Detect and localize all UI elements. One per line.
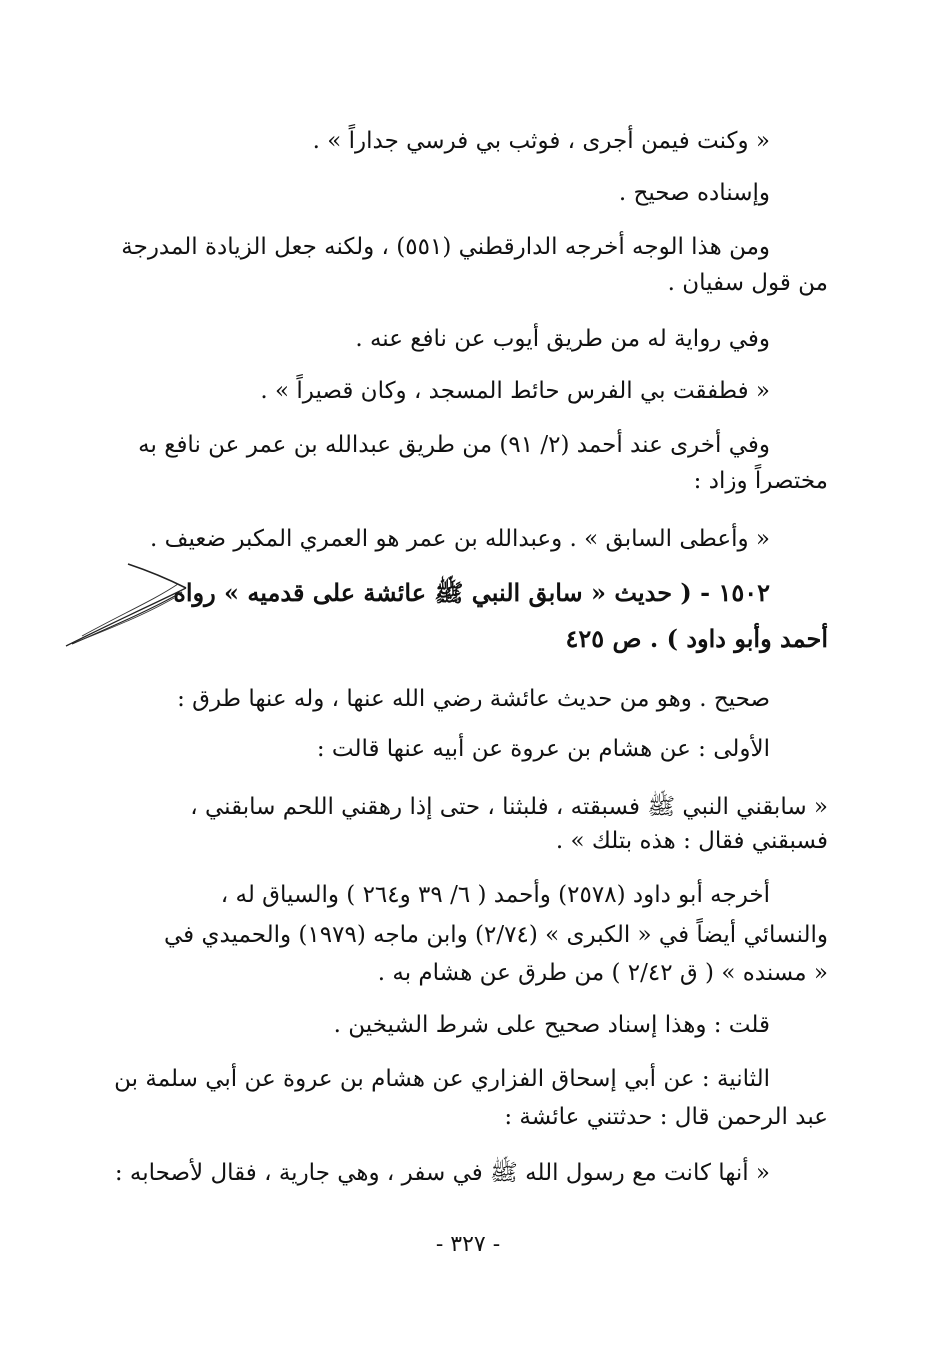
pen-annotation-mark: [62, 562, 192, 652]
text-line: « وكنت فيمن أجرى ، فوثب بي فرسي جداراً » .: [312, 128, 770, 154]
text-line: « أنها كانت مع رسول الله ﷺ في سفر ، وهي جارية ، فقال لأصحابه :: [114, 1160, 770, 1186]
page-number: - ٣٢٧ -: [435, 1232, 501, 1257]
text-line: وفي رواية له من طريق أيوب عن نافع عنه .: [355, 326, 770, 352]
text-line: من قول سفيان .: [667, 270, 828, 296]
text-line: والنسائي أيضاً في « الكبرى » (٢/٧٤) وابن ماجه (١٩٧٩) والحميدي في: [163, 922, 828, 948]
text-line: وإسناده صحيح .: [618, 180, 770, 206]
text-line: « سابقني النبي ﷺ فسبقته ، فلبثنا ، حتى إذا رهقني اللحم سابقني ،: [190, 794, 828, 820]
text-line: صحيح . وهو من حديث عائشة رضي الله عنها ، وله عنها طرق :: [177, 686, 770, 712]
text-line: « وأعطى السابق » . وعبدالله بن عمر هو العمري المكبر ضعيف .: [150, 526, 770, 552]
hadith-heading-line: أحمد وأبو داود ) . ص ٤٢٥: [565, 624, 828, 653]
text-line: مختصراً وزاد :: [693, 468, 828, 494]
hadith-heading-line: ١٥٠٢ - ( حديث « سابق النبي ﷺ عائشة على قدميه » رواه: [173, 578, 770, 607]
text-line: « فطفقت بي الفرس حائط المسجد ، وكان قصيراً » .: [260, 378, 770, 404]
text-line: الثانية : عن أبي إسحاق الفزاري عن هشام بن عروة عن أبي سلمة بن: [114, 1066, 770, 1092]
text-line: ومن هذا الوجه أخرجه الدارقطني (٥٥١) ، ولكنه جعل الزيادة المدرجة: [121, 234, 770, 260]
text-line: قلت : وهذا إسناد صحيح على شرط الشيخين .: [333, 1012, 770, 1038]
text-line: فسبقني فقال : هذه بتلك » .: [555, 828, 828, 854]
text-line: عبد الرحمن قال : حدثتني عائشة :: [504, 1104, 828, 1130]
text-line: وفي أخرى عند أحمد (٢/ ٩١) من طريق عبدالله بن عمر عن نافع به: [138, 432, 770, 458]
text-line: الأولى : عن هشام بن عروة عن أبيه عنها قالت :: [316, 736, 770, 762]
text-line: « مسنده » ( ق ٢/٤٢ ) من طرق عن هشام به .: [377, 960, 828, 986]
text-line: أخرجه أبو داود (٢٥٧٨) وأحمد ( ٦/ ٣٩ و٢٦٤ ) والسياق له ،: [220, 882, 770, 908]
